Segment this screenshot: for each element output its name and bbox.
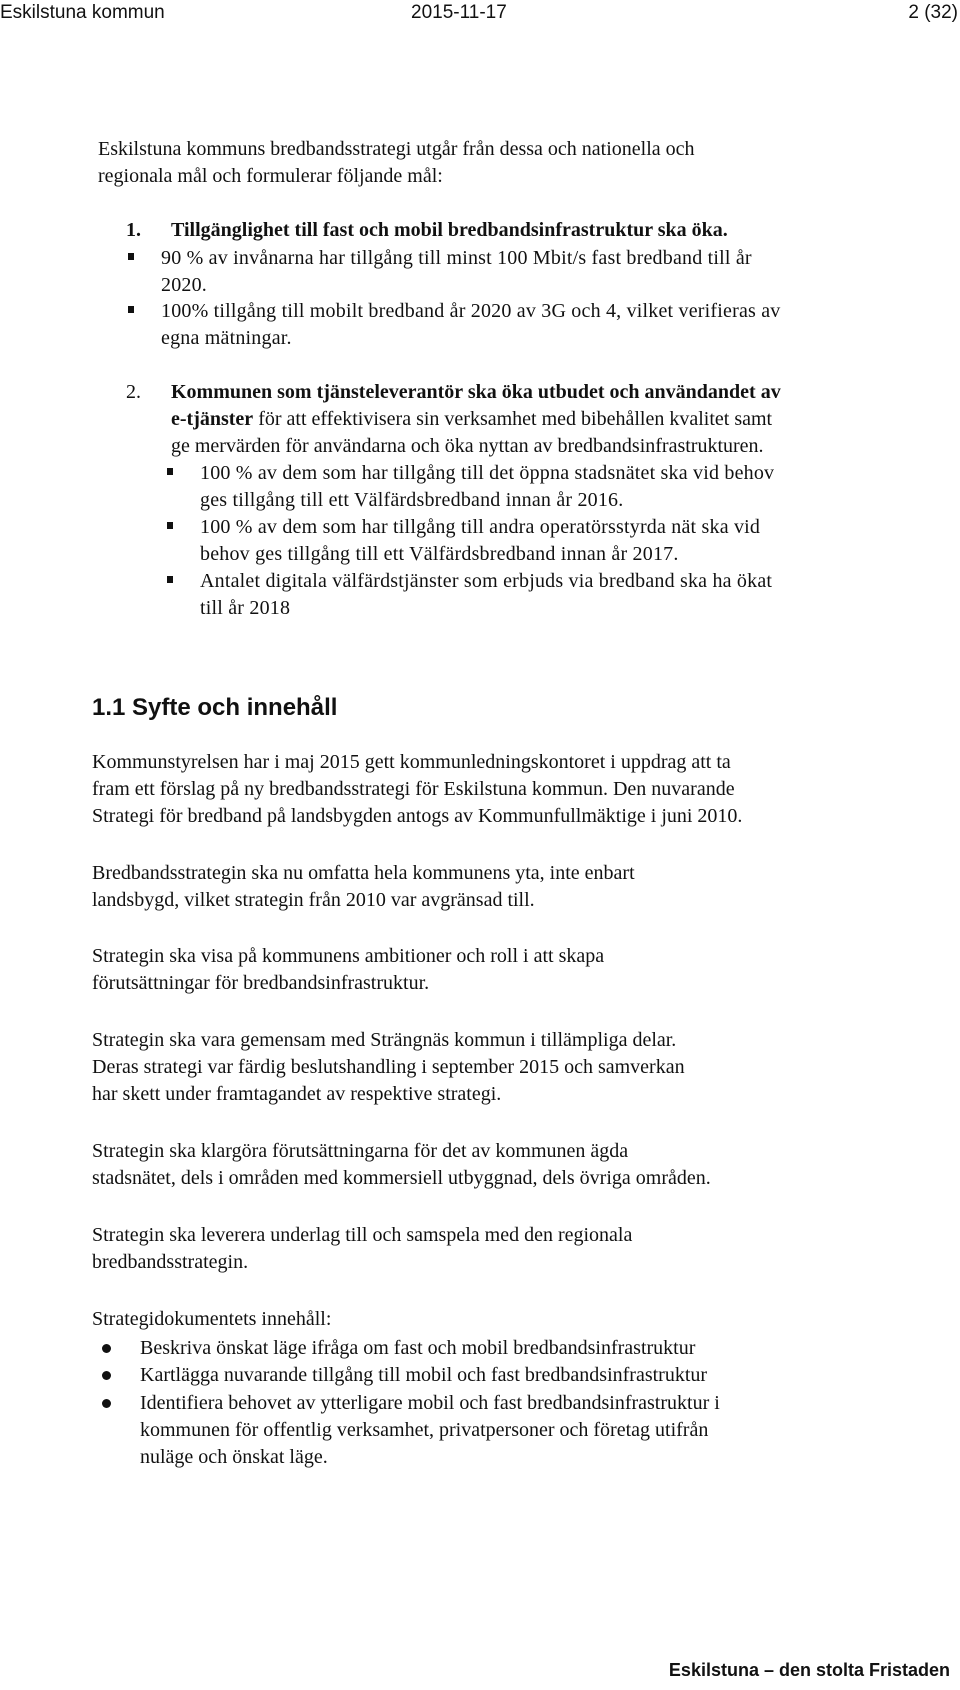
list-item-line: Beskriva önskat läge ifråga om fast och mobil bredbandsinfrastruktur: [140, 1337, 696, 1359]
square-bullet-icon: [128, 306, 134, 313]
paragraph: [92, 1138, 942, 1192]
contents-list-item: [140, 1390, 900, 1471]
paragraph: [92, 1306, 942, 1333]
list-item-line: Kartlägga nuvarande tillgång till mobil och fast bredbandsinfrastruktur: [140, 1364, 708, 1386]
goal-title: Tillgänglighet till fast och mobil bredbandsinfrastruktur ska öka.: [171, 219, 728, 241]
paragraph: [92, 860, 942, 914]
paragraph-line: Strategidokumentets innehåll:: [92, 1308, 332, 1330]
goal-title-rest: för att effektivisera sin verksamhet med bibehållen kvalitet samt: [258, 408, 773, 430]
paragraph-line: har skett under framtagandet av respektive strategi.: [92, 1083, 502, 1105]
goal-2-bullet: [200, 568, 960, 622]
paragraph-line: Strategin ska visa på kommunens ambitioner och roll i att skapa: [92, 945, 605, 967]
goal-2-bullet: [200, 460, 960, 514]
paragraph: [92, 1027, 942, 1108]
square-bullet-icon: [128, 253, 134, 260]
contents-list-item: [140, 1362, 900, 1389]
paragraph-line: Strategin ska leverera underlag till och samspela med den regionala: [92, 1224, 633, 1246]
paragraph-line: bredbandsstrategin.: [92, 1251, 249, 1273]
square-bullet-icon: [167, 576, 173, 583]
bullet-line: behov ges tillgång till ett Välfärdsbredband innan år 2017.: [200, 543, 679, 565]
paragraph-line: Deras strategi var färdig beslutshandling i september 2015 och samverkan: [92, 1056, 685, 1078]
paragraph-line: Strategin ska klargöra förutsättningarna för det av kommunen ägda: [92, 1140, 629, 1162]
header-date: 2015-11-17: [411, 2, 507, 23]
list-item-line: nuläge och önskat läge.: [140, 1446, 328, 1468]
square-bullet-icon: [167, 522, 173, 529]
header-page-number: 2 (32): [908, 2, 958, 23]
goal-2-bullet: [200, 514, 960, 568]
goal-number: 1.: [126, 219, 141, 241]
goal-number: 2.: [126, 381, 141, 403]
goal-1-bullet: [161, 245, 960, 299]
bullet-icon: [102, 1399, 111, 1408]
goal-title-line: [171, 406, 960, 433]
goal-title-bold: Kommunen som tjänsteleverantör ska öka utbudet och användandet av: [171, 381, 781, 403]
contents-list-item: [140, 1335, 900, 1362]
bullet-line: Antalet digitala välfärdstjänster som erbjuds via bredband ska ha ökat: [200, 570, 773, 592]
goal-title: [171, 379, 960, 406]
bullet-line: ges tillgång till ett Välfärdsbredband innan år 2016.: [200, 489, 624, 511]
intro-line: Eskilstuna kommuns bredbandsstrategi utgår från dessa och nationella och: [98, 138, 695, 160]
paragraph-line: Bredbandsstrategin ska nu omfatta hela kommunens yta, inte enbart: [92, 862, 635, 884]
goal-1-bullet: [161, 298, 960, 352]
paragraph-line: Kommunstyrelsen har i maj 2015 gett kommunledningskontoret i uppdrag att ta: [92, 751, 731, 773]
intro-paragraph: [98, 136, 948, 190]
bullet-line: till år 2018: [200, 597, 291, 619]
paragraph-line: Strategi för bredband på landsbygden antogs av Kommunfullmäktige i juni 2010.: [92, 805, 743, 827]
paragraph-line: Strategin ska vara gemensam med Strängnäs kommun i tillämpliga delar.: [92, 1029, 677, 1051]
paragraph-line: förutsättningar för bredbandsinfrastruktur.: [92, 972, 430, 994]
bullet-line: 100 % av dem som har tillgång till andra operatörsstyrda nät ska vid: [200, 516, 761, 538]
paragraph: [92, 943, 942, 997]
bullet-line: 2020.: [161, 274, 207, 296]
paragraph-line: fram ett förslag på ny bredbandsstrategi för Eskilstuna kommun. Den nuvarande: [92, 778, 735, 800]
bullet-icon: [102, 1371, 111, 1380]
header-organization: Eskilstuna kommun: [0, 2, 165, 23]
goal-2-continued: [171, 406, 960, 460]
section-heading: 1.1 Syfte och innehåll: [92, 694, 338, 721]
list-item-line: kommunen för offentlig verksamhet, privatpersoner och företag utifrån: [140, 1419, 709, 1441]
goal-title-bold: e-tjänster: [171, 408, 254, 430]
bullet-icon: [102, 1344, 111, 1353]
paragraph: [92, 1222, 942, 1276]
square-bullet-icon: [167, 468, 173, 475]
bullet-line: 100% tillgång till mobilt bredband år 2020 av 3G och 4, vilket verifieras av: [161, 300, 781, 322]
bullet-line: egna mätningar.: [161, 327, 292, 349]
list-item-line: Identifiera behovet av ytterligare mobil och fast bredbandsinfrastruktur i: [140, 1392, 720, 1414]
bullet-line: 100 % av dem som har tillgång till det öppna stadsnätet ska vid behov: [200, 462, 775, 484]
paragraph-line: stadsnätet, dels i områden med kommersiell utbyggnad, dels övriga områden.: [92, 1167, 711, 1189]
footer-slogan: Eskilstuna – den stolta Fristaden: [668, 1660, 950, 1680]
goal-title-line: ge mervärden för användarna och öka nyttan av bredbandsinfrastrukturen.: [171, 435, 764, 457]
page-header: [0, 2, 960, 30]
paragraph-line: landsbygd, vilket strategin från 2010 var avgränsad till.: [92, 889, 535, 911]
paragraph: [92, 749, 942, 830]
bullet-line: 90 % av invånarna har tillgång till minst 100 Mbit/s fast bredband till år: [161, 247, 752, 269]
intro-line: regionala mål och formulerar följande mål:: [98, 165, 443, 187]
